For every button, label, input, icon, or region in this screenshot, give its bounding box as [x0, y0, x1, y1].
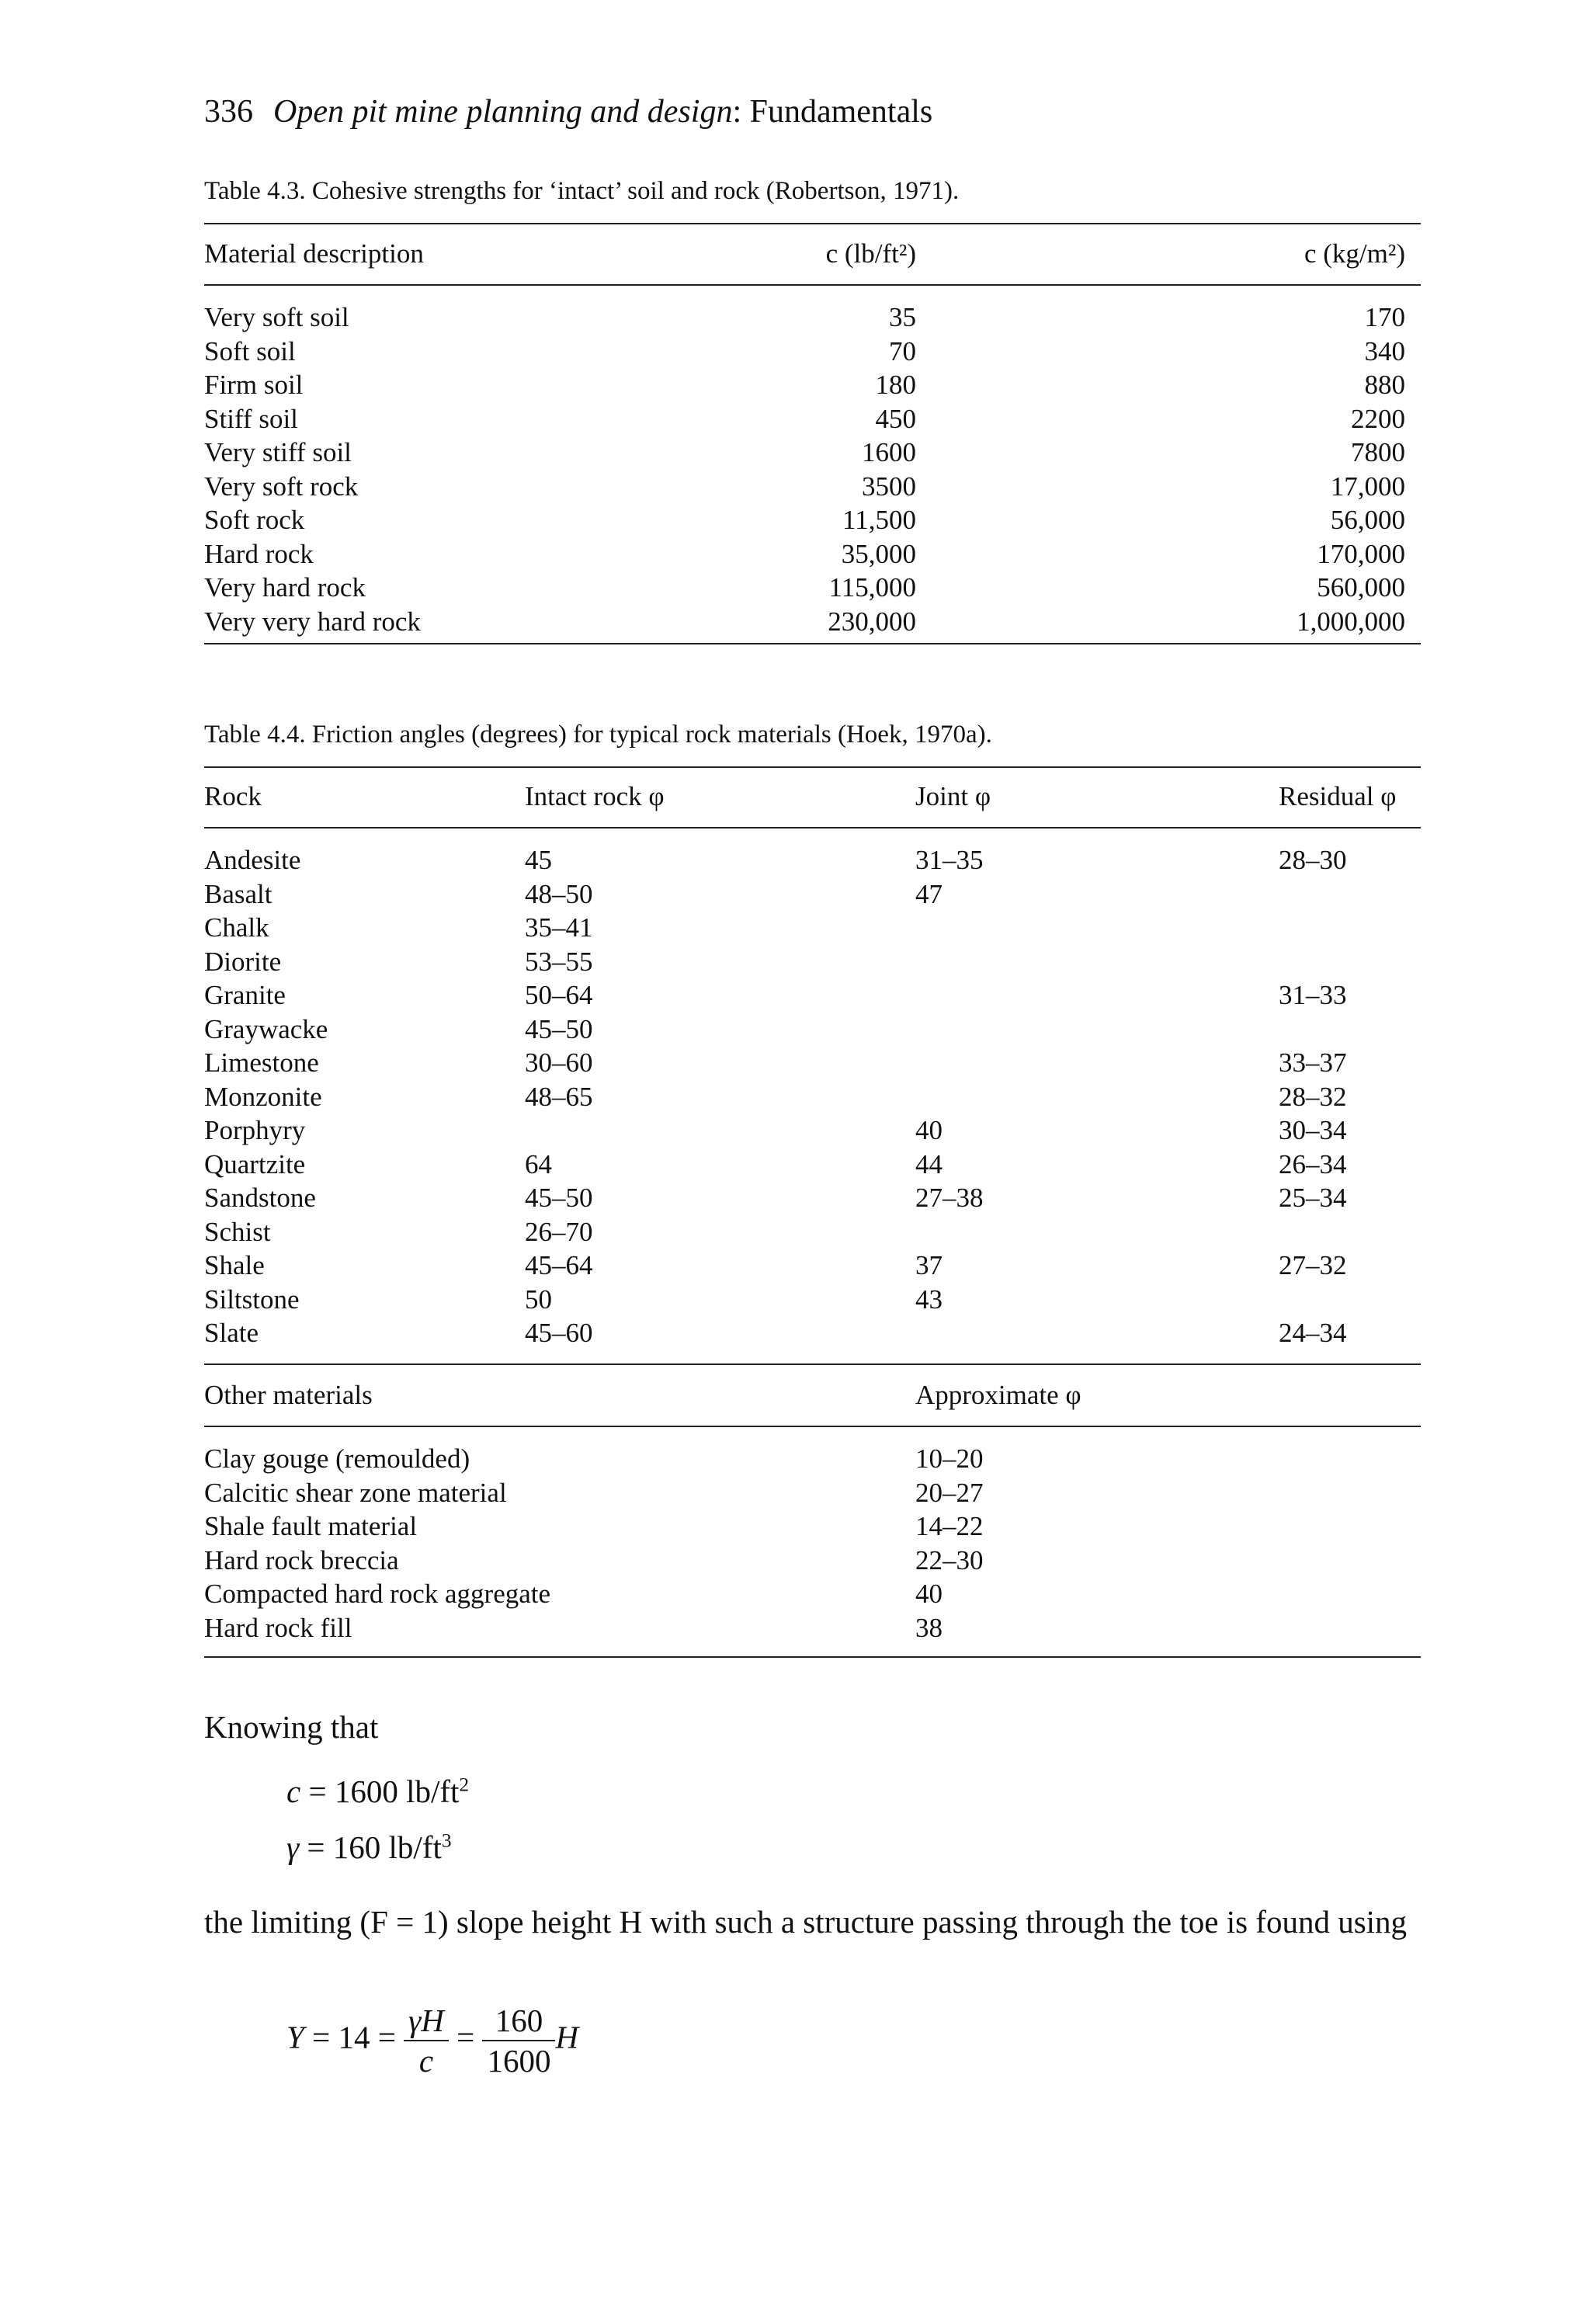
limiting-height-paragraph: the limiting (F = 1) slope height H with such a structure passing through the toe is found using — [204, 1904, 1408, 1940]
table-cell: Hard rock breccia — [204, 1544, 399, 1575]
table-cell: 53–55 — [525, 946, 593, 977]
table-cell: 180 — [875, 370, 916, 400]
table-row — [204, 335, 1421, 368]
table-row — [204, 1148, 1421, 1181]
table-cell: Calcitic shear zone material — [204, 1477, 507, 1508]
table-cell: Hard rock — [204, 538, 314, 569]
table-cell: 44 — [915, 1148, 943, 1179]
table-cell: Granite — [204, 980, 286, 1010]
table-row — [204, 503, 1421, 537]
header-c-lb-ft2: c (lb/ft²) — [825, 238, 916, 269]
table-cell: 450 — [875, 403, 916, 434]
table-4-4-bottom-rule — [204, 1656, 1421, 1658]
table-cell: 30–60 — [525, 1047, 593, 1078]
table-cell: 170 — [1364, 302, 1405, 332]
table-cell: 40 — [915, 1115, 943, 1145]
table-cell: 48–65 — [525, 1081, 593, 1112]
table-cell: Clay gouge (remoulded) — [204, 1443, 470, 1474]
table-cell: 50 — [525, 1284, 552, 1315]
table-row — [204, 1249, 1421, 1282]
table-cell: Stiff soil — [204, 403, 298, 434]
table-4-4-mid-rule — [204, 1363, 1421, 1365]
table-cell: 27–38 — [915, 1183, 984, 1213]
table-cell: 26–34 — [1279, 1148, 1347, 1179]
other-materials-header-row — [204, 1378, 1421, 1412]
table-row — [204, 1113, 1421, 1147]
table-4-3-caption: Table 4.3. Cohesive strengths for ‘intact’ soil and rock (Robertson, 1971). — [204, 177, 960, 205]
table-row — [204, 945, 1421, 978]
table-cell: Very stiff soil — [204, 437, 352, 467]
table-cell: 43 — [915, 1284, 943, 1315]
table-cell: 340 — [1364, 335, 1405, 366]
table-row — [204, 571, 1421, 604]
header-joint-phi: Joint φ — [915, 781, 991, 811]
table-cell: 1600 — [862, 437, 916, 467]
table-cell: 31–35 — [915, 845, 984, 875]
fraction-160-over-1600: $\frac{160}{1600}$ — [482, 2001, 555, 2080]
table-4-3-bottom-rule — [204, 643, 1421, 644]
table-cell: Schist — [204, 1216, 271, 1247]
table-cell: 230,000 — [828, 606, 916, 637]
table-cell: 170,000 — [1317, 538, 1405, 569]
table-row — [204, 605, 1421, 638]
table-row — [204, 1476, 1421, 1509]
table-cell: Soft soil — [204, 335, 296, 366]
table-4-3-header-row — [204, 237, 1421, 270]
table-row — [204, 978, 1421, 1012]
page-number: 336 — [204, 94, 253, 130]
table-cell: Basalt — [204, 878, 273, 909]
header-c-kg-m2: c (kg/m²) — [1304, 238, 1405, 269]
table-cell: 7800 — [1351, 437, 1405, 467]
table-cell: Compacted hard rock aggregate — [204, 1579, 551, 1609]
table-cell: 45–64 — [525, 1250, 593, 1280]
table-cell: 14–22 — [915, 1511, 984, 1541]
table-cell: Siltstone — [204, 1284, 300, 1315]
table-cell: 28–30 — [1279, 845, 1347, 875]
table-4-3-header-rule — [204, 284, 1421, 286]
table-4-3-top-rule — [204, 223, 1421, 224]
table-cell: 38 — [915, 1612, 943, 1643]
table-cell: 10–20 — [915, 1443, 984, 1474]
table-cell: Chalk — [204, 912, 269, 943]
equation-cohesion: c = 1600 $lb/ft^2$ — [286, 1773, 470, 1809]
table-cell: Monzonite — [204, 1081, 322, 1112]
knowing-that-text: Knowing that — [204, 1709, 379, 1745]
table-4-4-header-rule — [204, 827, 1421, 829]
running-header — [204, 93, 932, 130]
table-row — [204, 1544, 1421, 1577]
table-cell: 22–30 — [915, 1544, 984, 1575]
table-cell: Shale fault material — [204, 1511, 418, 1541]
book-title: Open pit mine planning and design: Fundamentals — [273, 94, 933, 130]
equation-stability-number: Y = 14 = $\frac{\gamma H}{c}$ = $\frac{160}{1600}$ H — [286, 2003, 579, 2079]
table-cell: 26–70 — [525, 1216, 593, 1247]
table-row — [204, 1577, 1421, 1610]
table-cell: 47 — [915, 878, 943, 909]
table-row — [204, 1181, 1421, 1214]
table-row — [204, 911, 1421, 944]
table-cell: 35 — [889, 302, 916, 332]
table-4-4-header-row — [204, 780, 1421, 813]
header-residual-phi: Residual φ — [1279, 781, 1397, 811]
table-cell: 48–50 — [525, 878, 593, 909]
table-4-4-caption: Table 4.4. Friction angles (degrees) for typical rock materials (Hoek, 1970a). — [204, 721, 992, 749]
table-row — [204, 1046, 1421, 1079]
header-material-description: Material description — [204, 238, 424, 269]
table-cell: 40 — [915, 1579, 943, 1609]
table-row — [204, 470, 1421, 503]
table-row — [204, 537, 1421, 571]
table-cell: Slate — [204, 1318, 259, 1348]
table-cell: 880 — [1364, 370, 1405, 400]
table-cell: Graywacke — [204, 1013, 328, 1044]
table-cell: Very soft soil — [204, 302, 349, 332]
other-materials-header-rule — [204, 1426, 1421, 1427]
table-cell: 25–34 — [1279, 1183, 1347, 1213]
equation-unit-weight: γ = 160 $lb/ft^3$ — [286, 1829, 452, 1865]
table-cell: 560,000 — [1317, 572, 1405, 603]
header-intact-rock-phi: Intact rock φ — [525, 781, 665, 811]
table-cell: Limestone — [204, 1047, 319, 1078]
table-cell: 45–50 — [525, 1013, 593, 1044]
header-other-materials: Other materials — [204, 1380, 373, 1410]
table-cell: 37 — [915, 1250, 943, 1280]
table-cell: 45–50 — [525, 1183, 593, 1213]
table-cell: 11,500 — [842, 505, 916, 535]
table-cell: 35,000 — [841, 538, 916, 569]
table-row — [204, 843, 1421, 877]
table-cell: 30–34 — [1279, 1115, 1347, 1145]
table-cell: Soft rock — [204, 505, 305, 535]
table-cell: Very soft rock — [204, 471, 359, 502]
table-cell: Sandstone — [204, 1183, 316, 1213]
table-cell: Quartzite — [204, 1148, 306, 1179]
table-cell: 45 — [525, 845, 552, 875]
header-rock: Rock — [204, 781, 262, 811]
table-cell: 70 — [889, 335, 916, 366]
table-cell: 31–33 — [1279, 980, 1347, 1010]
table-row — [204, 1611, 1421, 1645]
table-cell: Shale — [204, 1250, 265, 1280]
table-cell: 50–64 — [525, 980, 593, 1010]
table-cell: 56,000 — [1330, 505, 1405, 535]
fraction-gamma-h-over-c: $\frac{\gamma H}{c}$ — [404, 2001, 449, 2080]
header-approximate-phi: Approximate φ — [915, 1380, 1081, 1410]
table-row — [204, 1013, 1421, 1046]
table-cell: Diorite — [204, 946, 282, 977]
table-cell: Porphyry — [204, 1115, 306, 1145]
table-row — [204, 436, 1421, 469]
table-4-4-top-rule — [204, 766, 1421, 768]
table-cell: 35–41 — [525, 912, 593, 943]
table-row — [204, 877, 1421, 911]
table-cell: 28–32 — [1279, 1081, 1347, 1112]
table-row — [204, 1442, 1421, 1475]
table-row — [204, 1509, 1421, 1543]
table-cell: Very hard rock — [204, 572, 366, 603]
table-cell: 33–37 — [1279, 1047, 1347, 1078]
table-cell: 3500 — [862, 471, 916, 502]
table-cell: 64 — [525, 1148, 552, 1179]
table-row — [204, 300, 1421, 334]
table-cell: 2200 — [1351, 403, 1405, 434]
table-cell: Hard rock fill — [204, 1612, 352, 1643]
table-row — [204, 1215, 1421, 1249]
table-row — [204, 402, 1421, 436]
table-cell: 17,000 — [1330, 471, 1405, 502]
table-cell: 1,000,000 — [1297, 606, 1405, 637]
table-cell: Andesite — [204, 845, 301, 875]
table-cell: 27–32 — [1279, 1250, 1347, 1280]
table-cell: 115,000 — [828, 572, 916, 603]
table-row — [204, 1283, 1421, 1316]
table-row — [204, 1080, 1421, 1113]
table-cell: 24–34 — [1279, 1318, 1347, 1348]
table-cell: 45–60 — [525, 1318, 593, 1348]
table-cell: 20–27 — [915, 1477, 984, 1508]
table-cell: Firm soil — [204, 370, 304, 400]
table-cell: Very very hard rock — [204, 606, 421, 637]
table-row — [204, 368, 1421, 401]
table-row — [204, 1316, 1421, 1350]
